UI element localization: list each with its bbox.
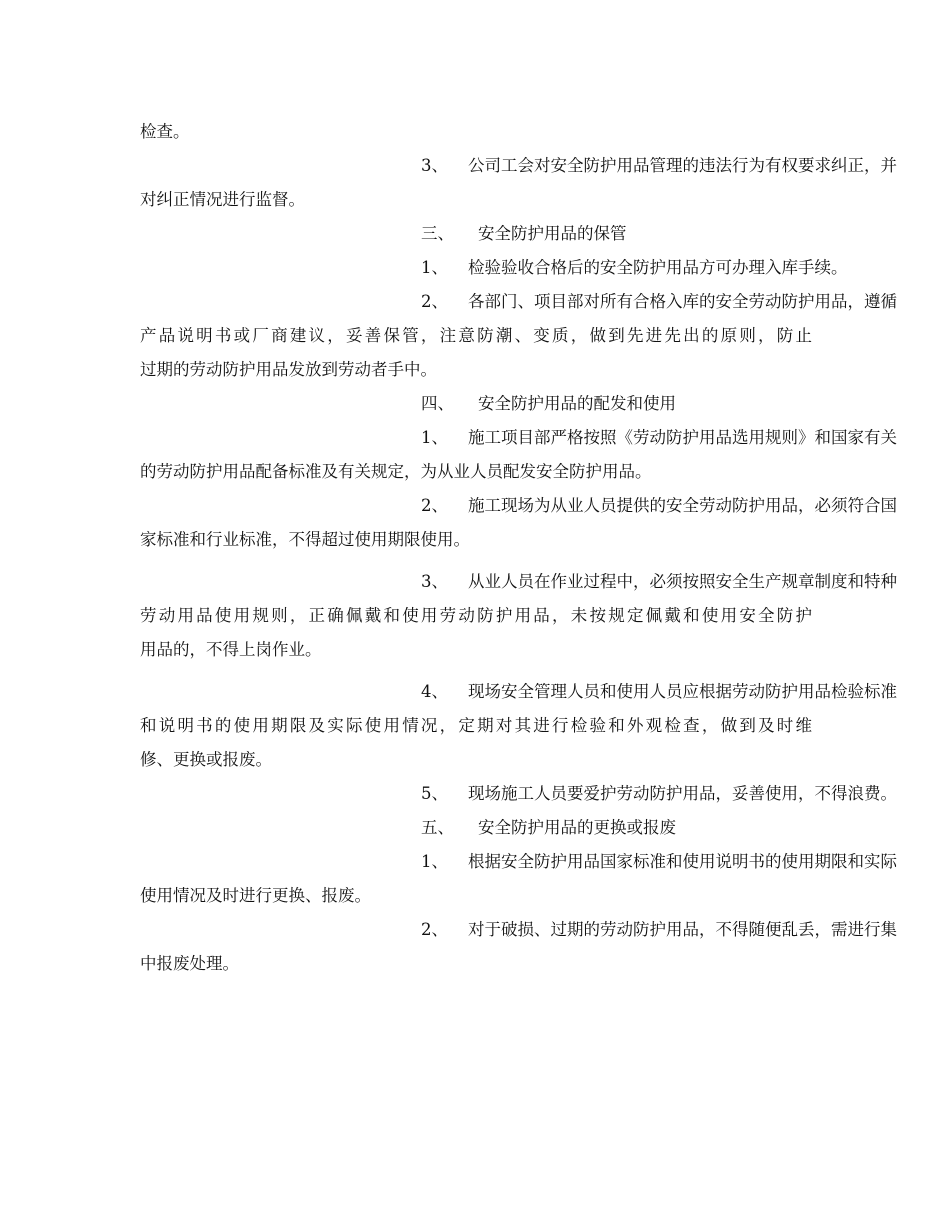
item-number: 2、 <box>421 496 448 515</box>
section-heading <box>140 389 812 419</box>
item-number: 1、 <box>421 258 448 277</box>
list-item <box>140 567 897 597</box>
item-text: 检验验收合格后的安全防护用品方可办理入库手续。 <box>468 258 848 277</box>
list-item <box>140 847 897 877</box>
section-title: 安全防护用品的更换或报废 <box>478 818 676 837</box>
line-text: 劳动用品使用规则，正确佩戴和使用劳动防护用品，未按规定佩戴和使用安全防护 <box>140 606 812 625</box>
line-text: 和说明书的使用期限及实际使用情况，定期对其进行检验和外观检查，做到及时维 <box>140 716 812 735</box>
line-text: 中报废处理。 <box>140 954 239 973</box>
section-number: 三、 <box>421 224 454 243</box>
item-text: 现场施工人员要爱护劳动防护用品，妥善使用，不得浪费。 <box>468 784 897 803</box>
list-item <box>140 779 897 809</box>
line-text: 用品的，不得上岗作业。 <box>140 640 322 659</box>
item-number: 1、 <box>421 428 448 447</box>
line-text: 修、更换或报废。 <box>140 750 272 769</box>
section-number: 四、 <box>421 394 454 413</box>
item-number: 3、 <box>421 572 448 591</box>
list-item <box>140 491 897 521</box>
paragraph-line <box>140 117 812 147</box>
list-item <box>140 677 897 707</box>
item-text: 公司工会对安全防护用品管理的违法行为有权要求纠正，并 <box>468 156 897 175</box>
paragraph-line <box>140 635 812 665</box>
paragraph-line <box>140 745 812 775</box>
list-item <box>140 253 848 283</box>
list-item <box>140 423 897 453</box>
paragraph-line <box>140 881 812 911</box>
section-heading <box>140 813 812 843</box>
item-text: 对于破损、过期的劳动防护用品，不得随便乱丢，需进行集 <box>468 920 897 939</box>
item-number: 2、 <box>421 292 448 311</box>
list-item <box>140 151 897 181</box>
paragraph-line <box>140 185 812 215</box>
item-number: 2、 <box>421 920 448 939</box>
line-text: 检查。 <box>140 122 190 141</box>
paragraph-line <box>140 355 812 385</box>
line-text: 对纠正情况进行监督。 <box>140 190 305 209</box>
item-number: 1、 <box>421 852 448 871</box>
paragraph-line <box>140 457 812 487</box>
list-item <box>140 915 897 945</box>
item-number: 5、 <box>421 784 448 803</box>
item-text: 各部门、项目部对所有合格入库的安全劳动防护用品，遵循 <box>468 292 897 311</box>
paragraph-line <box>140 525 812 555</box>
section-title: 安全防护用品的配发和使用 <box>478 394 676 413</box>
paragraph-line <box>140 949 812 979</box>
paragraph-line <box>140 601 812 631</box>
item-number: 3、 <box>421 156 448 175</box>
section-heading <box>140 219 812 249</box>
section-number: 五、 <box>421 818 454 837</box>
line-text: 过期的劳动防护用品发放到劳动者手中。 <box>140 360 437 379</box>
line-text: 家标准和行业标准，不得超过使用期限使用。 <box>140 530 470 549</box>
list-item <box>140 287 897 317</box>
item-text: 施工项目部严格按照《劳动防护用品选用规则》和国家有关 <box>468 428 897 447</box>
item-text: 根据安全防护用品国家标准和使用说明书的使用期限和实际 <box>468 852 897 871</box>
item-text: 从业人员在作业过程中，必须按照安全生产规章制度和特种 <box>468 572 897 591</box>
section-title: 安全防护用品的保管 <box>478 224 627 243</box>
item-number: 4、 <box>421 682 448 701</box>
paragraph-line <box>140 711 812 741</box>
line-text: 产品说明书或厂商建议，妥善保管，注意防潮、变质，做到先进先出的原则，防止 <box>140 326 812 345</box>
line-text: 使用情况及时进行更换、报废。 <box>140 886 371 905</box>
item-text: 现场安全管理人员和使用人员应根据劳动防护用品检验标准 <box>468 682 897 701</box>
item-text: 施工现场为从业人员提供的安全劳动防护用品，必须符合国 <box>468 496 897 515</box>
line-text: 的劳动防护用品配备标准及有关规定，为从业人员配发安全防护用品。 <box>140 462 652 481</box>
paragraph-line <box>140 321 812 351</box>
